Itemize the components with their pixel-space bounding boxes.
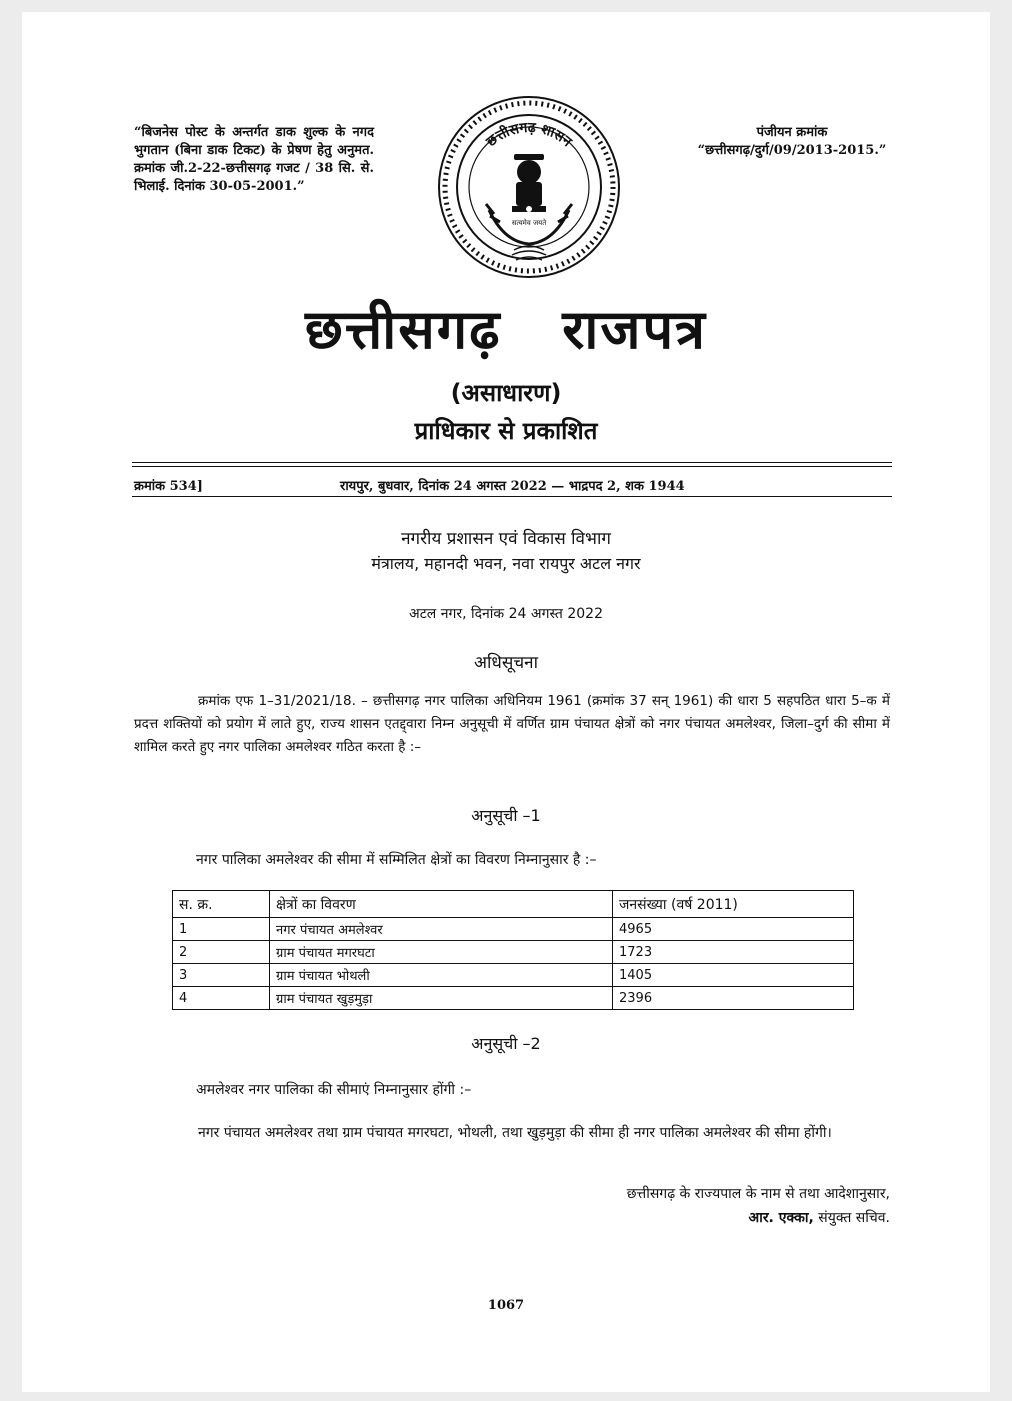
issue-date-line: रायपुर, बुधवार, दिनांक 24 अगस्त 2022 — भाद्रपद 2, शक 1944 (340, 479, 685, 494)
registration-number: “छत्तीसगढ़/दुर्ग/09/2013-2015.” (697, 143, 887, 158)
state-emblem-seal (434, 92, 624, 282)
notification-heading: अधिसूचना (474, 653, 538, 673)
table-row (173, 941, 854, 964)
schedule-2-intro: अमलेश्वर नगर पालिका की सीमाएं निम्नानुसार होंगी :– (196, 1082, 472, 1098)
signatory-name: आर. एक्का, (748, 1210, 814, 1226)
cell-population: 1723 (613, 941, 854, 964)
cell-serial: 3 (173, 964, 270, 987)
department-name: नगरीय प्रशासन एवं विकास विभाग (401, 529, 611, 549)
postal-permission-note: “बिजनेस पोस्ट के अन्तर्गत डाक शुल्क के नगद भुगतान (बिना डाक टिकट) के प्रेषण हेतु अनुमत. क्रमांक जी.2-22-छत्तीसगढ़ गजट / 38 सि. से. भिलाई. दिनांक 30-05-2001.” (134, 125, 374, 194)
page-number: 1067 (487, 1298, 525, 1313)
schedule-2-heading: अनुसूची –2 (471, 1034, 541, 1053)
schedule-1-intro: नगर पालिका अमलेश्वर की सीमा में सम्मिलित क्षेत्रों का विवरण निम्नानुसार है :– (196, 852, 597, 868)
cell-population: 4965 (613, 918, 854, 941)
cell-population: 2396 (613, 987, 854, 1010)
issue-number: क्रमांक 534] (134, 479, 203, 494)
divider-bottom (132, 496, 892, 497)
published-by-authority: प्राधिकार से प्रकाशित (414, 417, 598, 445)
department-address: मंत्रालय, महानदी भवन, नवा रायपुर अटल नगर (371, 554, 641, 573)
registration-block (662, 124, 922, 160)
cell-serial: 2 (173, 941, 270, 964)
divider-top-double (132, 466, 892, 467)
table-header-row (173, 891, 854, 918)
schedule-2-text: नगर पंचायत अमलेश्वर तथा ग्राम पंचायत मगरघटा, भोथली, तथा खुड़मुड़ा की सीमा ही नगर पालिका अमलेश्वर की सीमा होंगी। (198, 1125, 832, 1141)
svg-text:सत्यमेव जयते: सत्यमेव जयते (511, 219, 547, 227)
extraordinary-label: (असाधारण) (450, 379, 562, 407)
col-population: जनसंख्या (वर्ष 2011) (613, 891, 854, 918)
gazette-page (22, 12, 990, 1392)
gazette-title: छत्तीसगढ़ राजपत्र (305, 298, 707, 361)
col-serial: स. क्र. (173, 891, 270, 918)
table-row (173, 918, 854, 941)
signature-authority-line: छत्तीसगढ़ के राज्यपाल के नाम से तथा आदेशानुसार, (626, 1186, 890, 1202)
cell-area: ग्राम पंचायत मगरघटा (270, 941, 613, 964)
svg-text:छत्तीसगढ़ शासन: छत्तीसगढ़ शासन (483, 119, 575, 151)
divider-top (132, 462, 892, 463)
table-row (173, 964, 854, 987)
cell-population: 1405 (613, 964, 854, 987)
cell-area: ग्राम पंचायत खुड़मुड़ा (270, 987, 613, 1010)
signature-name-line (749, 1208, 890, 1227)
place-date: अटल नगर, दिनांक 24 अगस्त 2022 (409, 606, 603, 622)
areas-table (172, 890, 854, 1010)
cell-serial: 4 (173, 987, 270, 1010)
cell-area: नगर पंचायत अमलेश्वर (270, 918, 613, 941)
signatory-designation: संयुक्त सचिव. (818, 1210, 890, 1226)
cell-area: ग्राम पंचायत भोथली (270, 964, 613, 987)
cell-serial: 1 (173, 918, 270, 941)
schedule-1-heading: अनुसूची –1 (471, 806, 541, 825)
notification-paragraph: क्रमांक एफ 1–31/2021/18. – छत्तीसगढ़ नगर पालिका अधिनियम 1961 (क्रमांक 37 सन् 1961) की धारा 5 सहपठित धारा 5–क में प्रदत्त शक्तियों को प्रयोग में लाते हुए, राज्य शासन एतद्द्वारा निम्न अनुसूची में वर्णित ग्राम पंचायत क्षेत्रों को नगर पंचायत अमलेश्वर, जिला–दुर्ग की सीमा में शामिल करते हुए नगर पालिका अमलेश्वर गठित करता है :– (134, 693, 890, 755)
table-row (173, 987, 854, 1010)
registration-label: पंजीयन क्रमांक (756, 125, 828, 140)
lion-capital-icon (512, 154, 546, 212)
col-area: क्षेत्रों का विवरण (270, 891, 613, 918)
